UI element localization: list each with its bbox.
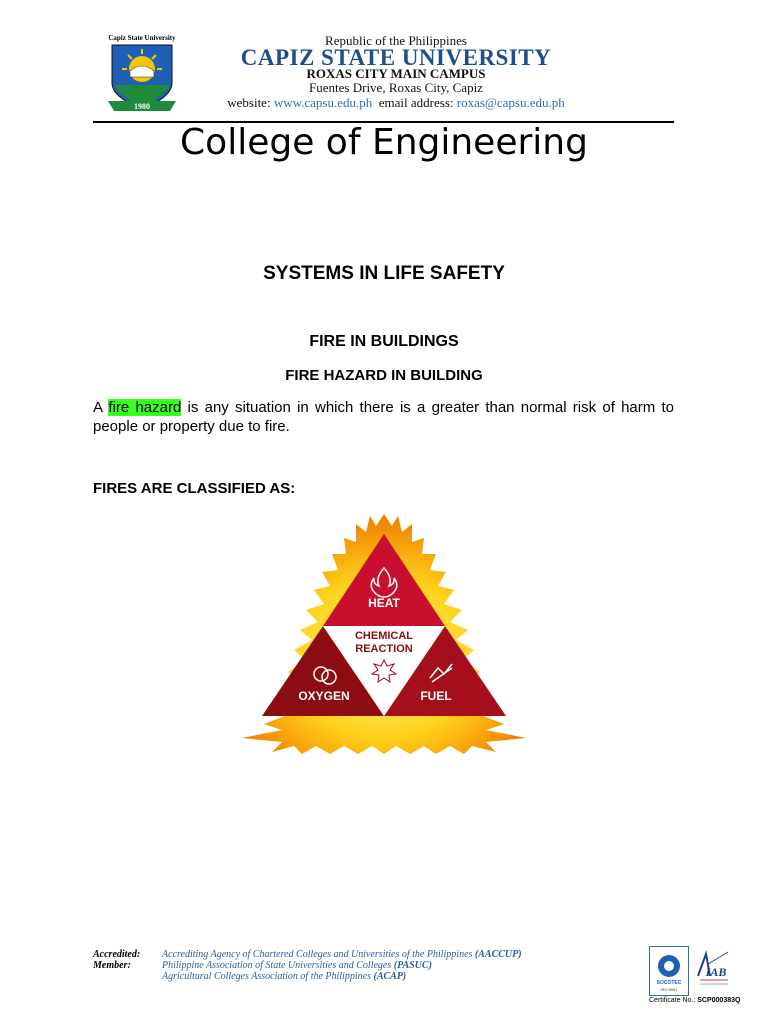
footer-acap <box>162 971 406 982</box>
footer-line1-abbr: (AACCUP) <box>474 949 522 960</box>
document-title: SYSTEMS IN LIFE SAFETY <box>263 263 505 284</box>
footer-line2-abbr: (PASUC) <box>393 960 432 971</box>
fuel-label: FUEL <box>420 689 452 703</box>
section-heading: FIRE IN BUILDINGS <box>309 333 459 350</box>
iso-text: ISO 9001 <box>660 987 678 992</box>
email-label: email address: <box>378 95 454 110</box>
footer-line3-abbr: (ACAP) <box>373 971 407 982</box>
republic-text: Republic of the Philippines <box>325 33 467 48</box>
fire-triangle-diagram <box>236 512 532 754</box>
certificate-number <box>649 997 740 1004</box>
university-name: CAPIZ STATE UNIVERSITY <box>240 45 552 70</box>
classification-heading: FIRES ARE CLASSIFIED AS: <box>93 480 296 497</box>
definition-paragraph <box>93 398 674 436</box>
socotec-badge <box>649 946 689 996</box>
iab-badge <box>694 946 732 996</box>
footer-pasuc <box>162 960 432 971</box>
website-link[interactable]: www.capsu.edu.ph <box>273 95 373 110</box>
iab-text: IAB <box>705 965 727 979</box>
footer-line1: Accrediting Agency of Chartered Colleges and Universities of the Philippines <box>162 949 473 960</box>
oxygen-label: OXYGEN <box>298 689 350 703</box>
paragraph-text: is any situation in which there is a greater than normal risk of harm to people or property due to fire. <box>93 399 674 435</box>
footer-aaccup <box>162 949 522 960</box>
footer-line2: Philippine Association of State Universities and Colleges <box>162 960 392 971</box>
reaction-label-line2: REACTION <box>355 643 413 655</box>
reaction-label-line1: CHEMICAL <box>354 630 414 642</box>
logo-year: 1980 <box>134 102 150 111</box>
highlighted-term: fire hazard <box>108 399 182 416</box>
footer-line3: Agricultural Colleges Association of the Philippines <box>162 971 371 982</box>
logo-text: Capiz State University <box>108 34 176 42</box>
email-link[interactable]: roxas@capsu.edu.ph <box>456 95 565 110</box>
member-label: Member: <box>93 960 131 971</box>
campus-address: Fuentes Drive, Roxas City, Capiz <box>309 80 483 95</box>
college-title: College of Engineering <box>180 122 588 163</box>
socotec-text: SOCOTEC <box>656 980 682 986</box>
contact-line <box>190 96 602 109</box>
cert-label: Certificate No.: <box>649 997 696 1004</box>
paragraph-prefix: A <box>93 399 109 416</box>
heat-label: HEAT <box>368 596 400 610</box>
cert-value: SCP000383Q <box>697 997 741 1004</box>
university-logo <box>104 31 180 117</box>
website-label: website: <box>227 95 271 110</box>
subsection-heading: FIRE HAZARD IN BUILDING <box>285 367 483 384</box>
campus-name: ROXAS CITY MAIN CAMPUS <box>306 66 486 81</box>
accredited-label: Accredited: <box>93 949 141 960</box>
